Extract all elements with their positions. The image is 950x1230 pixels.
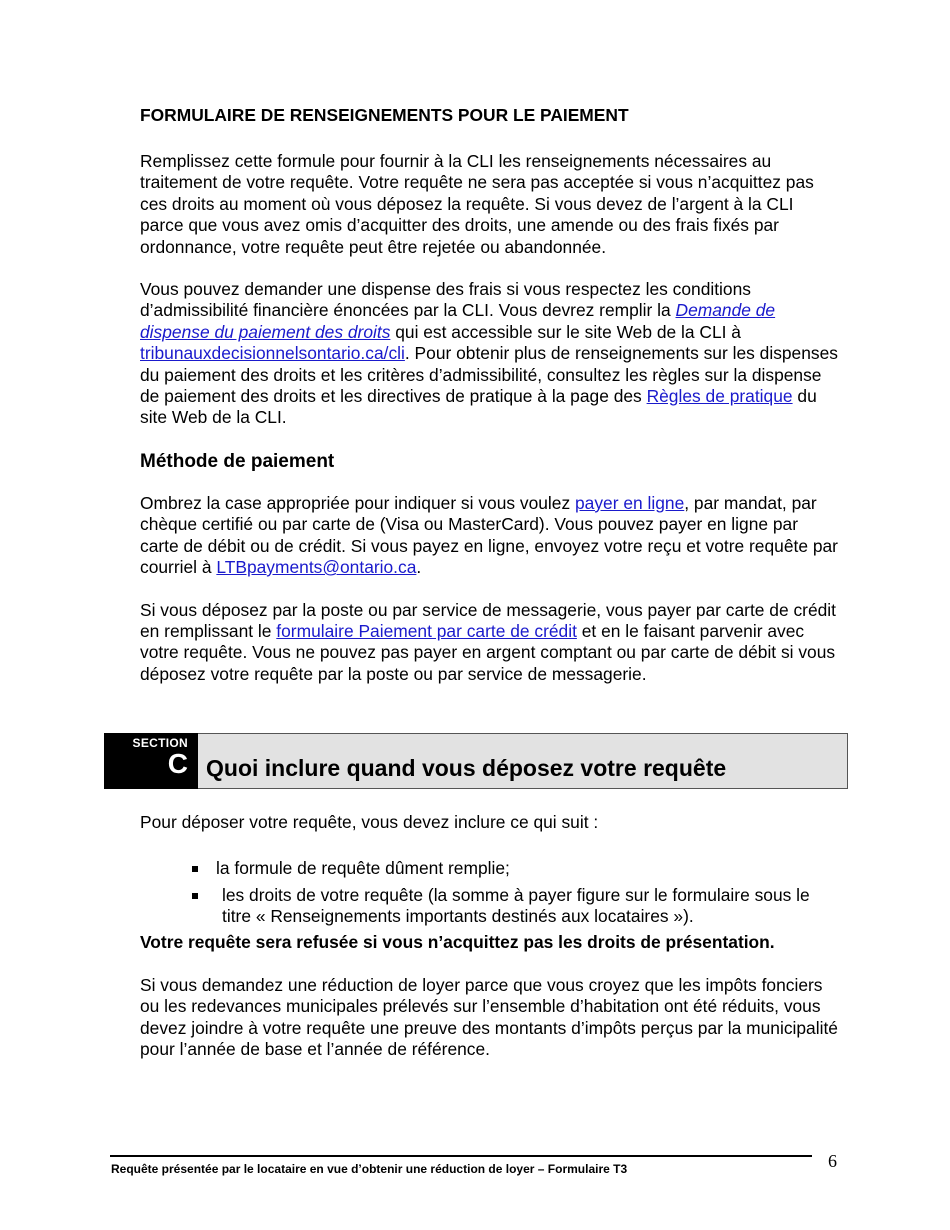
payment-method-paragraph [140, 493, 840, 579]
text: Ombrez la case appropriée pour indiquer si vous voulez [140, 492, 575, 513]
text: Si vous déposez par la poste ou par service de messagerie, vous payer par carte de crédit en remplissant le [140, 599, 836, 641]
include-list [140, 858, 840, 927]
payment-email-link[interactable]: LTBpayments@ontario.ca [216, 557, 417, 578]
list-item [140, 885, 840, 928]
square-bullet-icon [192, 866, 198, 872]
text: Vous pouvez demander une dispense des frais si vous respectez les conditions d’admissibilité financière énoncées par la CLI. Vous devrez remplir la [140, 279, 751, 321]
tax-reduction-paragraph: Si vous demandez une réduction de loyer parce que vous croyez que les impôts fonciers ou les redevances municipales prélevés sur l’ensemble d’habitation ont été réduits, vous devez joindre à votre requête une preuve des montants d’impôts perçus par la municipalité pour l’année de base et l’année de référence. [140, 975, 838, 1060]
footer-divider [110, 1155, 812, 1157]
list-item-text: les droits de votre requête (la somme à payer figure sur le formulaire sous le titre « Renseignements importants destinés aux locataires »). [222, 884, 810, 927]
cli-website-link[interactable]: tribunauxdecisionnelsontario.ca/cli [140, 343, 405, 364]
rules-of-practice-link[interactable]: Règles de pratique [646, 386, 793, 407]
list-item-text: la formule de requête dûment remplie; [216, 858, 510, 879]
pay-online-link[interactable]: payer en ligne [575, 492, 685, 513]
text: et en le faisant parvenir avec votre requête. Vous ne pouvez pas payer en argent comptant ou par carte de débit si vous déposez votre requête par la poste ou par service de messagerie. [140, 620, 836, 684]
section-badge [104, 733, 198, 789]
section-letter: C [167, 748, 188, 779]
text: , par mandat, par chèque certifié ou par carte de (Visa ou MasterCard). Vous pouvez payer en ligne par carte de débit ou de crédit. Si vous payez en ligne, envoyez votre reçu et votre requête par courriel à [140, 492, 838, 578]
credit-card-form-link[interactable]: formulaire Paiement par carte de crédit [276, 620, 577, 641]
text: qui est accessible sur le site Web de la CLI à [390, 321, 741, 342]
section-c-content [140, 812, 840, 1061]
form-title: FORMULAIRE DE RENSEIGNEMENTS POUR LE PAIEMENT [140, 105, 629, 125]
refusal-warning: Votre requête sera refusée si vous n’acquittez pas les droits de présentation. [140, 931, 775, 952]
fee-waiver-request-link[interactable]: Demande de dispense du paiement des droits [140, 300, 776, 342]
page-content [140, 104, 840, 685]
square-bullet-icon [192, 893, 198, 899]
mail-payment-paragraph [140, 600, 840, 686]
intro-paragraph: Remplissez cette formule pour fournir à la CLI les renseignements nécessaires au traitement de votre requête. Votre requête ne sera pas acceptée si vous n’acquittez pas ces droits au moment où vous déposez la requête. Si vous devez de l’argent à la CLI parce que vous avez omis d’acquitter des droits, une amende ou des frais fixés par ordonnance, votre requête peut être rejetée ou abandonnée. [140, 151, 814, 257]
text: . Pour obtenir plus de renseignements sur les dispenses du paiement des droits et les critères d’admissibilité, consultez les règles sur la dispense de paiement des droits et les directives de pratique à la page des [140, 343, 838, 407]
section-label: SECTION [132, 736, 188, 750]
page-number: 6 [828, 1151, 837, 1171]
payment-method-heading: Méthode de paiement [140, 450, 335, 472]
footer-form-title: Requête présentée par le locataire en vue d’obtenir une réduction de loyer – Formulaire T3 [111, 1162, 628, 1176]
section-c-header [104, 733, 848, 789]
list-item [140, 858, 840, 879]
text: du site Web de la CLI. [140, 386, 817, 428]
fee-waiver-paragraph [140, 279, 840, 429]
include-intro: Pour déposer votre requête, vous devez inclure ce qui suit : [140, 812, 599, 832]
text: . [416, 557, 422, 578]
section-title: Quoi inclure quand vous déposez votre requête [206, 755, 727, 781]
